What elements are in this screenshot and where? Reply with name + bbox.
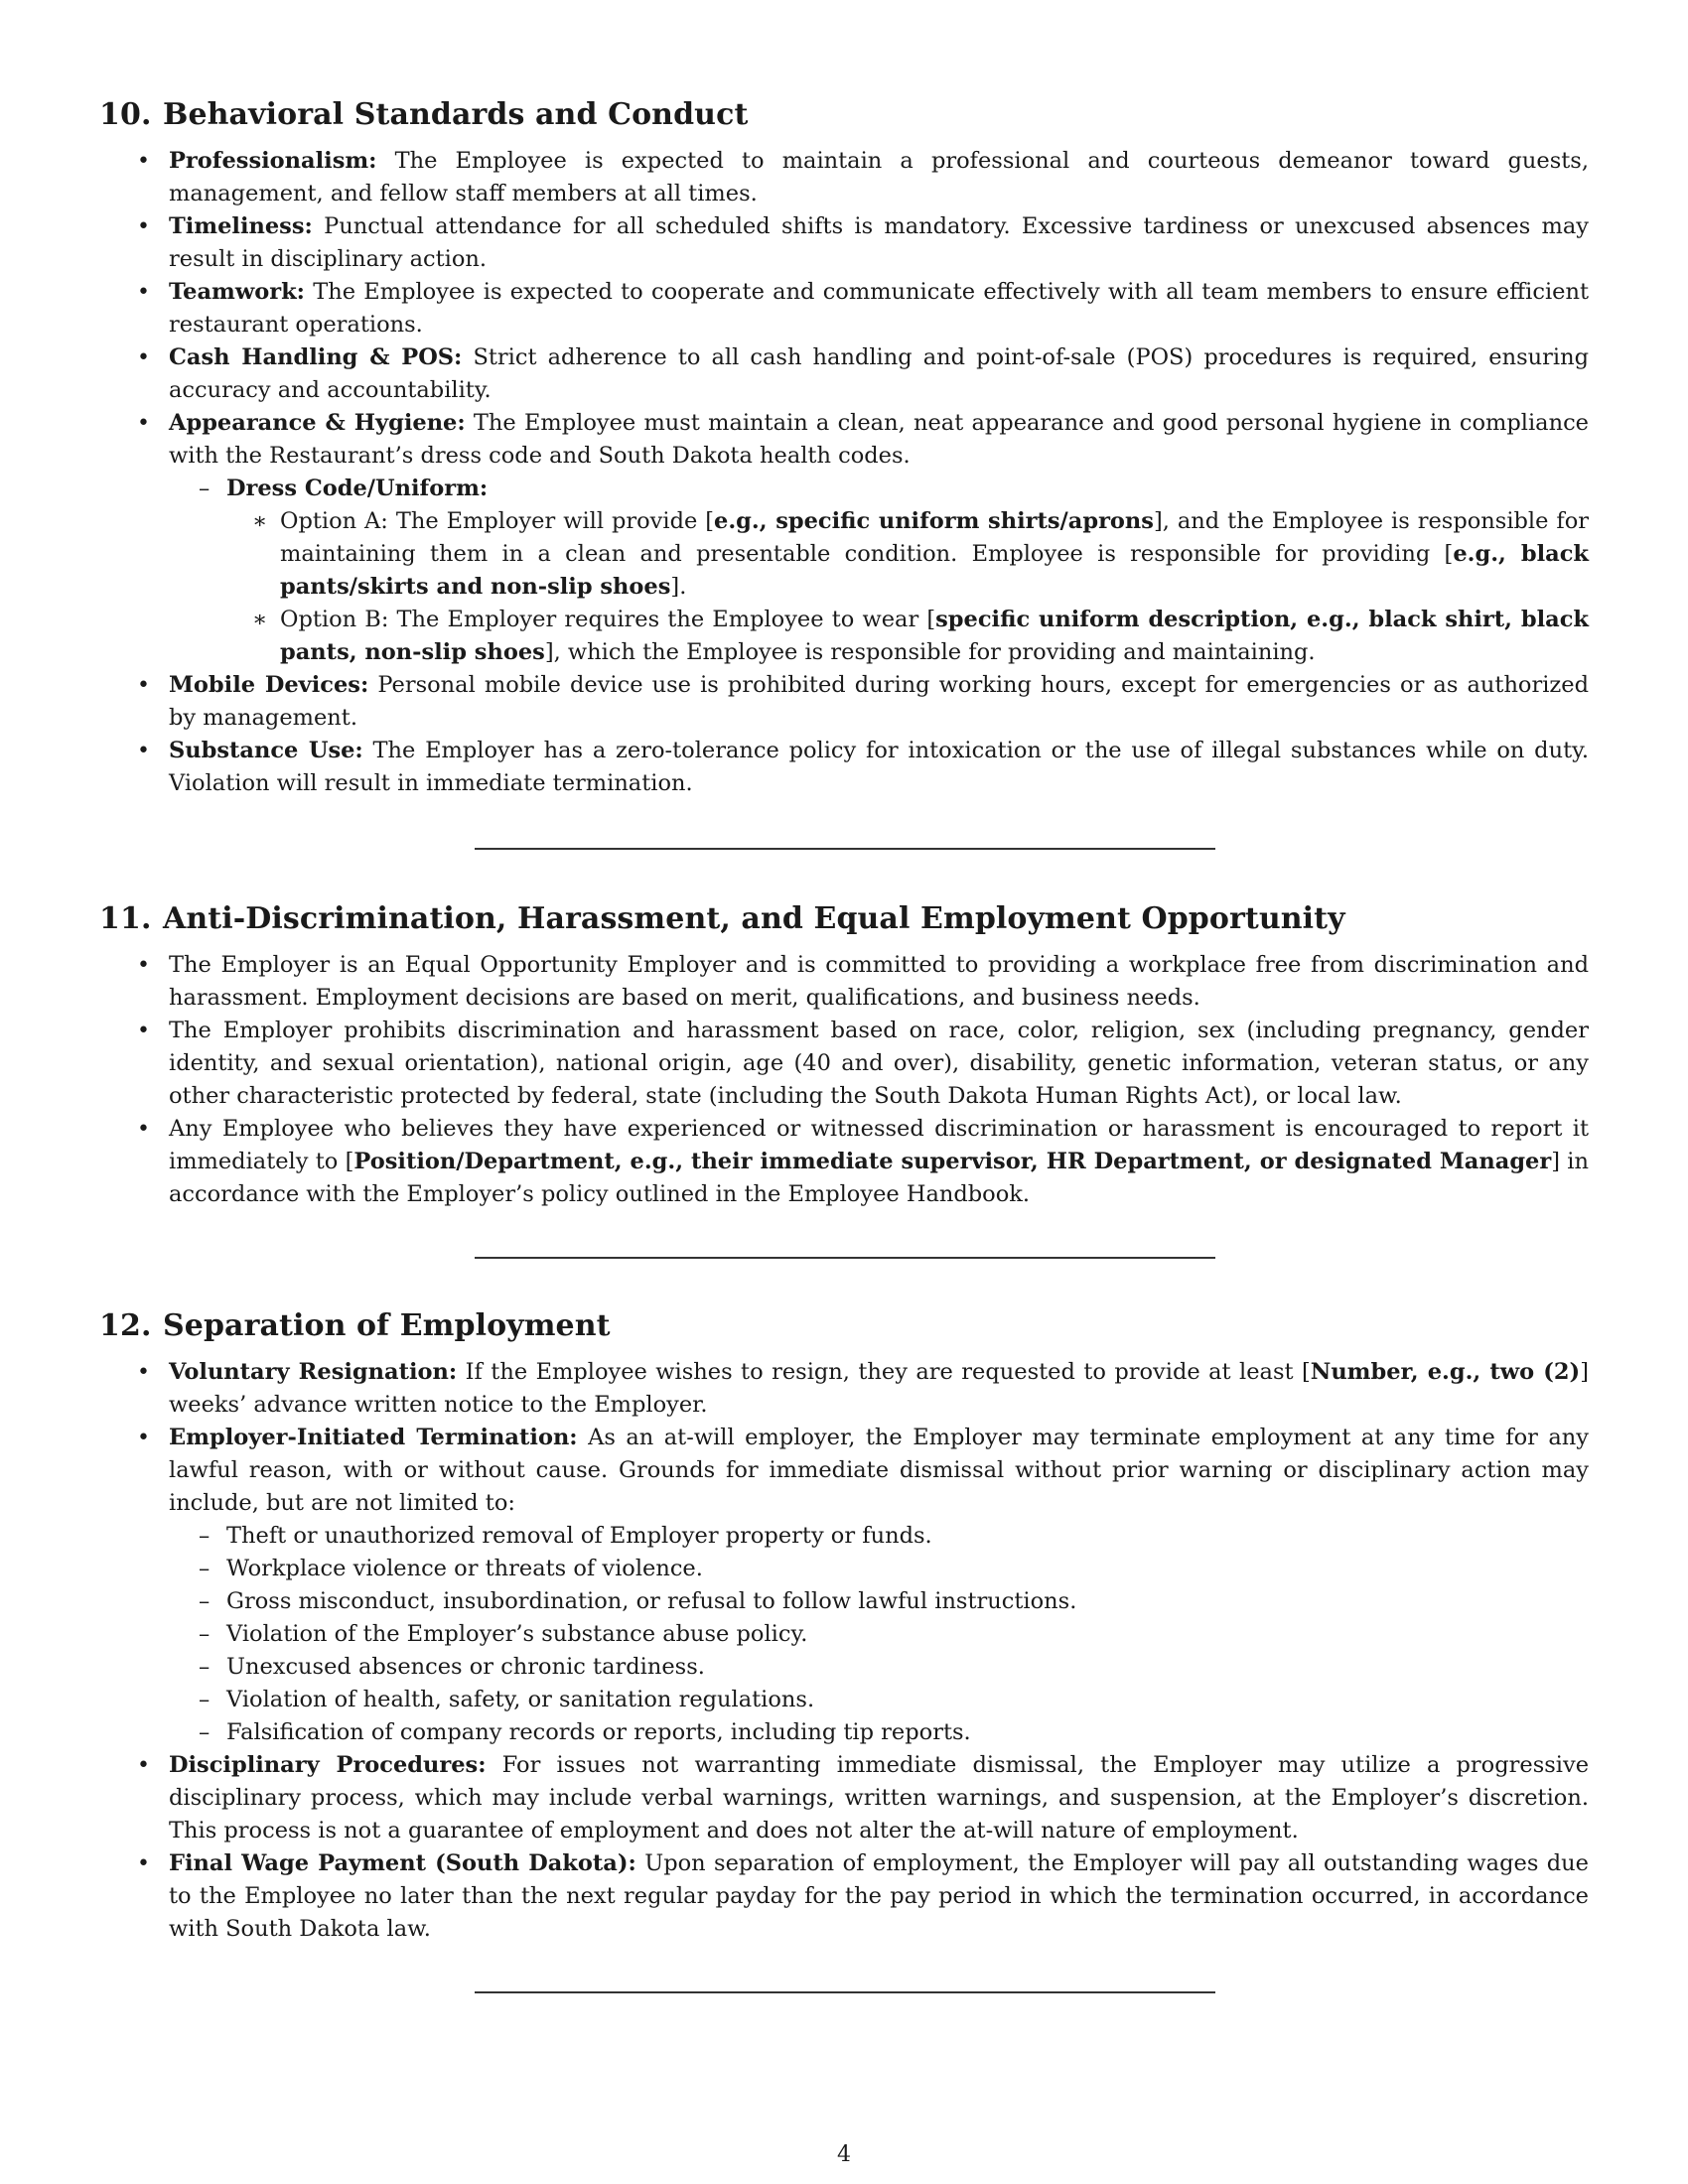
list-item: • Professionalism: The Employee is expected to maintain a professional and courteous demeanor toward guests, management, and fellow staff members at all times. (99, 145, 1589, 210)
list-item: • Appearance & Hygiene: The Employee must maintain a clean, neat appearance and good personal hygiene in compliance with the Restaurant’s dress code and South Dakota health codes. – Dress Code/Uniform: ∗ Option A: The Employer will provide [e.g., specific uniform shirts/aprons], and the Employee is responsible for maintaining them in a clean and presentable condition. Employee is responsible for providing [e.g., black pants/skirts and non-slip shoes]. ∗ Option B: The Employer requires the Employee to wear [specific uniform description, e.g., black shirt, black pants, non-slip shoes], which the Employee is responsible for providing and maintaining. (99, 407, 1589, 669)
ground-item: – Violation of health, safety, or sanitation regulations. (169, 1684, 1589, 1716)
list-item: • Disciplinary Procedures: For issues not warranting immediate dismissal, the Employer may utilize a progressive disciplinary process, which may include verbal warnings, written warnings, and suspension, at the Employer’s discretion. This process is not a guarantee of employment and does not alter the at-will nature of employment. (99, 1749, 1589, 1847)
section-10 (99, 95, 1589, 800)
list-item: • Mobile Devices: Personal mobile device use is prohibited during working hours, except for emergencies or as authorized by management. (99, 669, 1589, 735)
dress-code-item: – Dress Code/Uniform: ∗ Option A: The Employer will provide [e.g., specific uniform shirts/aprons], and the Employee is responsible for maintaining them in a clean and presentable condition. Employee is responsible for providing [e.g., black pants/skirts and non-slip shoes]. ∗ Option B: The Employer requires the Employee to wear [specific uniform description, e.g., black shirt, black pants, non-slip shoes], which the Employee is responsible for providing and maintaining. (169, 473, 1589, 669)
list-item: • Substance Use: The Employer has a zero-tolerance policy for intoxication or the use of illegal substances while on duty. Violation will result in immediate termination. (99, 735, 1589, 800)
section-11-list (99, 949, 1589, 1211)
termination-grounds (169, 1520, 1589, 1749)
section-divider (475, 1991, 1215, 1993)
section-divider (475, 848, 1215, 850)
list-item: • Final Wage Payment (South Dakota): Upon separation of employment, the Employer will pay all outstanding wages due to the Employee no later than the next regular payday for the pay period in which the termination occurred, in accordance with South Dakota law. (99, 1847, 1589, 1946)
section-11 (99, 899, 1589, 1211)
list-item: • Timeliness: Punctual attendance for all scheduled shifts is mandatory. Excessive tardiness or unexcused absences may result in disciplinary action. (99, 210, 1589, 276)
section-12-heading: 12. Separation of Employment (99, 1308, 611, 1343)
list-item: • The Employer is an Equal Opportunity Employer and is committed to providing a workplace free from discrimination and harassment. Employment decisions are based on merit, qualifications, and business needs. (99, 949, 1589, 1015)
list-item: • The Employer prohibits discrimination and harassment based on race, color, religion, sex (including pregnancy, gender identity, and sexual orientation), national origin, age (40 and over), disability, genetic information, veteran status, or any other characteristic protected by federal, state (including the South Dakota Human Rights Act), or local law. (99, 1015, 1589, 1113)
section-12-list (99, 1356, 1589, 1946)
section-10-list (99, 145, 1589, 800)
list-item: • Teamwork: The Employee is expected to cooperate and communicate effectively with all team members to ensure efficient restaurant operations. (99, 276, 1589, 341)
ground-item: – Theft or unauthorized removal of Employer property or funds. (169, 1520, 1589, 1553)
option-a: ∗ Option A: The Employer will provide [e.g., specific uniform shirts/aprons], and the Employee is responsible for maintaining them in a clean and presentable condition. Employee is responsible for providing [e.g., black pants/skirts and non-slip shoes]. (226, 505, 1589, 604)
section-divider (475, 1257, 1215, 1259)
list-item: • Voluntary Resignation: If the Employee wishes to resign, they are requested to provide at least [Number, e.g., two (2)] weeks’ advance written notice to the Employer. (99, 1356, 1589, 1422)
section-11-heading: 11. Anti-Discrimination, Harassment, and Equal Employment Opportunity (99, 901, 1345, 936)
list-item: • Employer-Initiated Termination: As an at-will employer, the Employer may terminate employment at any time for any lawful reason, with or without cause. Grounds for immediate dismissal without prior warning or disciplinary action may include, but are not limited to: – Theft or unauthorized removal of Employer property or funds. – Workplace violence or threats of violence. – Gross misconduct, insubordination, or refusal to follow lawful instructions. – Violation of the Employer’s substance abuse policy. – Unexcused absences or chronic tardiness. – Violation of health, safety, or sanitation regulations. – Falsification of company records or reports, including tip reports. (99, 1422, 1589, 1749)
list-item: • Any Employee who believes they have experienced or witnessed discrimination or harassment is encouraged to report it immediately to [Position/Department, e.g., their immediate supervisor, HR Department, or designated Manager] in accordance with the Employer’s policy outlined in the Employee Handbook. (99, 1113, 1589, 1211)
dress-code-options (226, 505, 1589, 669)
section-12 (99, 1306, 1589, 1946)
ground-item: – Workplace violence or threats of violence. (169, 1553, 1589, 1585)
list-item: • Cash Handling & POS: Strict adherence to all cash handling and point-of-sale (POS) procedures is required, ensuring accuracy and accountability. (99, 341, 1589, 407)
ground-item: – Falsification of company records or reports, including tip reports. (169, 1716, 1589, 1749)
dress-code-list (169, 473, 1589, 669)
page-number: 4 (837, 2142, 851, 2167)
option-b: ∗ Option B: The Employer requires the Employee to wear [specific uniform description, e.g., black shirt, black pants, non-slip shoes], which the Employee is responsible for providing and maintaining. (226, 604, 1589, 669)
section-10-heading: 10. Behavioral Standards and Conduct (99, 97, 749, 132)
ground-item: – Violation of the Employer’s substance abuse policy. (169, 1618, 1589, 1651)
ground-item: – Unexcused absences or chronic tardiness. (169, 1651, 1589, 1684)
ground-item: – Gross misconduct, insubordination, or refusal to follow lawful instructions. (169, 1585, 1589, 1618)
